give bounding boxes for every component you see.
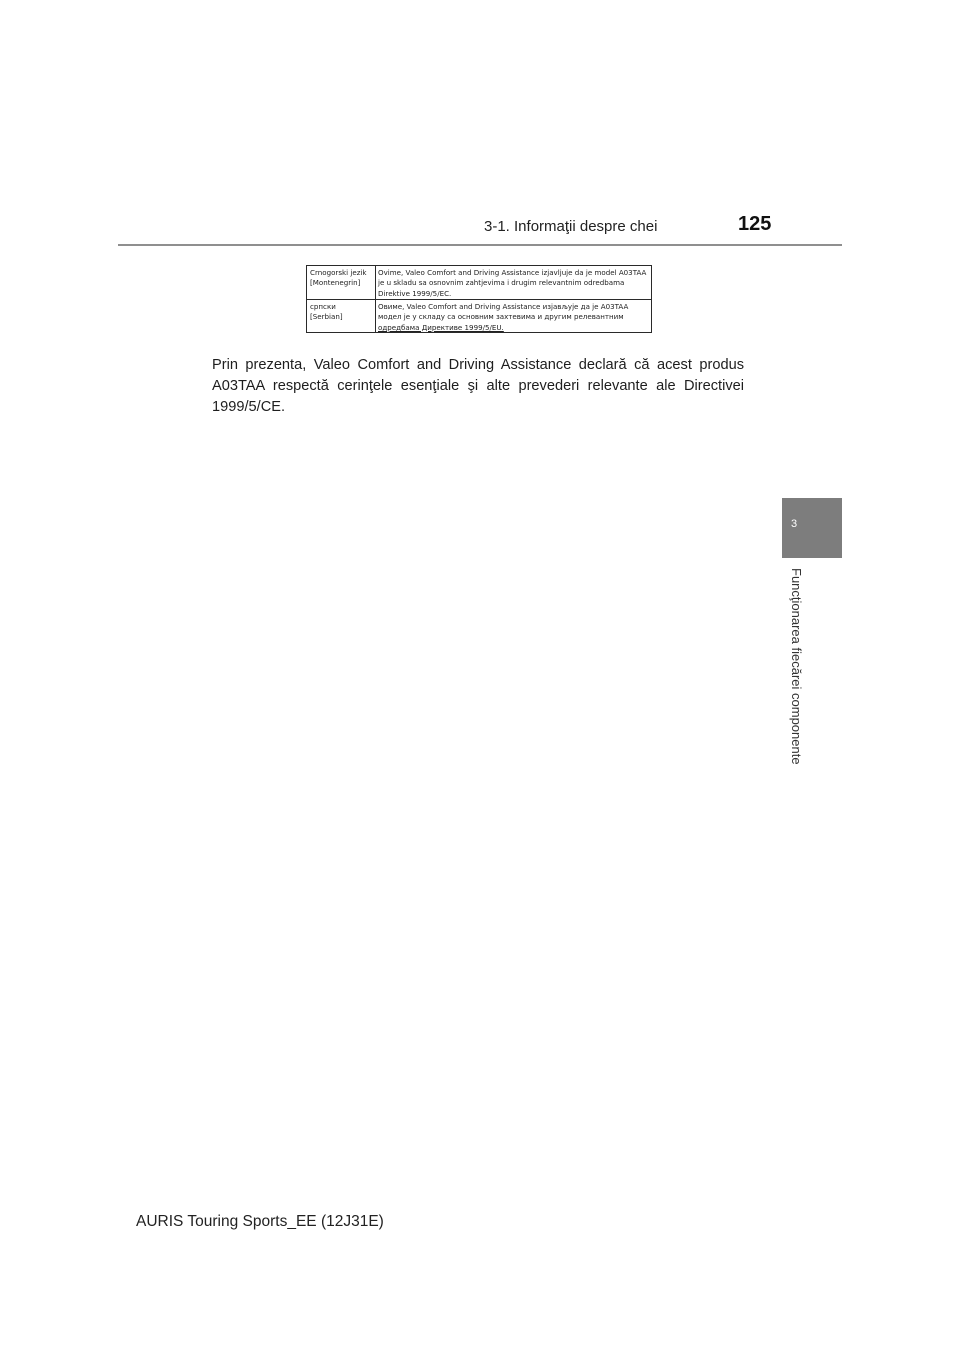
declaration-text-cell bbox=[378, 302, 650, 333]
declaration-paragraph: Prin prezenta, Valeo Comfort and Driving Assistance declară că acest produs A03TAA respectă cerinţele esenţiale şi alte prevederi relevante ale Directivei 1999/5/CE. bbox=[212, 357, 744, 415]
header-rule bbox=[118, 244, 842, 246]
declaration-text-cell bbox=[378, 268, 650, 299]
footer-model: AURIS Touring Sports_EE (12J31E) bbox=[136, 1213, 384, 1230]
declaration-line: одредбама Директиве 1999/5/EU. bbox=[378, 322, 504, 332]
running-header-section: 3-1. Informaţii despre chei bbox=[484, 218, 658, 235]
language-name-english: [Montenegrin] bbox=[310, 278, 361, 288]
language-name: Crnogorski jezik bbox=[310, 268, 367, 277]
language-cell bbox=[310, 268, 372, 289]
column-divider bbox=[375, 266, 376, 299]
declaration-line: Direktive 1999/5/EC. bbox=[378, 288, 452, 298]
declaration-line: je u skladu sa osnovnim zahtjevima i drugim relevantnim odredbama bbox=[378, 278, 625, 288]
table-row-montenegrin bbox=[307, 266, 651, 300]
declaration-line: Ovime, Valeo Comfort and Driving Assistance izjavljuje da je model A03TAA bbox=[378, 268, 647, 277]
language-name: српски bbox=[310, 302, 336, 311]
declaration-line: Овиме, Valeo Comfort and Driving Assistance изјављује да је A03TAA bbox=[378, 302, 629, 311]
chapter-tab bbox=[782, 498, 842, 558]
language-cell bbox=[310, 302, 372, 323]
declaration-table bbox=[306, 265, 652, 333]
declaration-line: модел је у складу са основним захтевима и другим релевантним bbox=[378, 312, 624, 322]
chapter-title: Funcţionarea fiecărei componente bbox=[789, 568, 804, 765]
table-row-serbian bbox=[307, 300, 651, 333]
chapter-number: 3 bbox=[790, 518, 798, 530]
page-number: 125 bbox=[738, 213, 772, 235]
language-name-english: [Serbian] bbox=[310, 312, 343, 322]
column-divider bbox=[375, 300, 376, 333]
